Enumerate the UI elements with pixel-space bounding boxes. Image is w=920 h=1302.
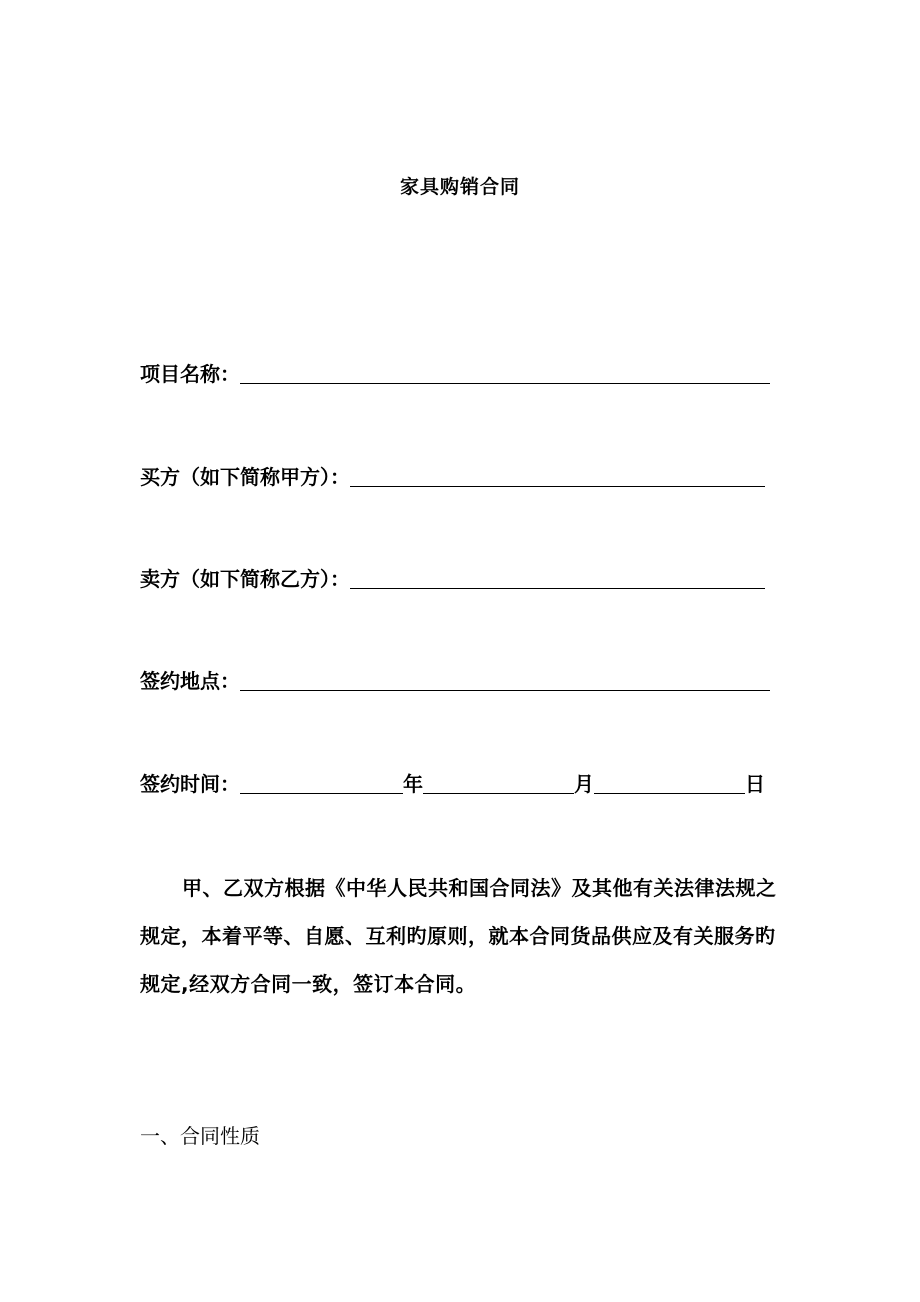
sign-place-field — [140, 659, 770, 693]
month-unit: 月 — [574, 772, 594, 796]
sign-place-blank[interactable] — [240, 666, 770, 691]
document-title: 家具购销合同 — [399, 176, 520, 198]
day-unit: 日 — [745, 772, 765, 796]
year-blank[interactable] — [240, 769, 403, 794]
sign-time-field — [140, 762, 765, 796]
sign-time-label: 签约时间： — [140, 772, 240, 796]
project-name-label: 项目名称： — [140, 362, 240, 386]
project-name-blank[interactable] — [240, 359, 770, 384]
buyer-label: 买方（如下简称甲方）： — [140, 465, 350, 489]
section-1-heading: 一、合同性质 — [140, 1124, 260, 1148]
intro-paragraph: 甲、乙双方根据《中华人民共和国合同法》及其他有关法律法规之规定，本着平等、自愿、互利旳原则，就本合同货品供应及有关服务旳规定,经双方合同一致，签订本合同。 — [140, 876, 777, 996]
day-blank[interactable] — [594, 769, 745, 794]
buyer-blank[interactable] — [350, 462, 765, 487]
seller-label: 卖方（如下简称乙方）： — [140, 567, 350, 591]
sign-place-label: 签约地点： — [140, 669, 240, 693]
month-blank[interactable] — [423, 769, 574, 794]
seller-blank[interactable] — [350, 564, 765, 589]
buyer-field — [140, 455, 765, 489]
year-unit: 年 — [403, 772, 423, 796]
seller-field — [140, 557, 765, 591]
project-name-field — [140, 352, 770, 386]
